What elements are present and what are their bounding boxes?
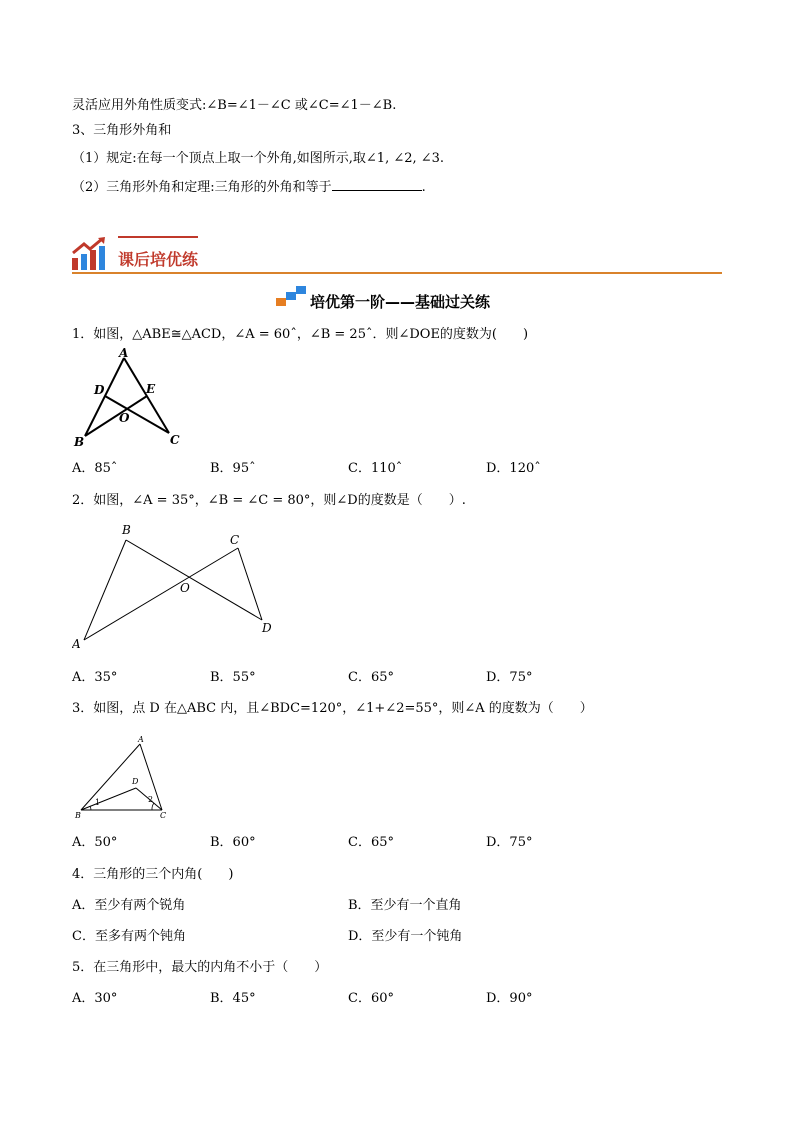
section-title: 课后培优练: [118, 250, 199, 269]
q3-label-a: A: [138, 735, 144, 744]
q2-label-d: D: [262, 621, 272, 635]
q1-figure: [72, 346, 192, 450]
intro-line-3: （1）规定:在每一个顶点上取一个外角,如图所示,取∠1, ∠2, ∠3.: [72, 151, 445, 166]
q3-stem: 3．如图，点 D 在△ABC 内，且∠BDC=120°，∠1+∠2=55°，则∠A 的度数为（ ）: [72, 701, 593, 716]
q3-figure: [72, 730, 172, 820]
q1-label-o: O: [119, 411, 130, 425]
q2-option-b[interactable]: B．55°: [210, 670, 256, 685]
intro-line-4-text: （2）三角形外角和定理:三角形的外角和等于: [72, 180, 332, 195]
q4-option-a[interactable]: A．至少有两个锐角: [72, 898, 186, 913]
q5-option-a[interactable]: A．30°: [72, 991, 118, 1006]
q1-option-c[interactable]: C．110ˆ: [348, 461, 403, 476]
q2-label-b: B: [122, 523, 131, 537]
q1-stem: 1．如图，△ABE≅△ACD，∠A = 60ˆ，∠B = 25ˆ．则∠DOE的度数为( ): [72, 327, 529, 342]
q1-option-a[interactable]: A．85ˆ: [72, 461, 118, 476]
q3-label-2: 2: [148, 795, 154, 804]
stairs-icon: [276, 286, 308, 308]
q5-option-b[interactable]: B．45°: [210, 991, 256, 1006]
q2-option-a[interactable]: A．35°: [72, 670, 118, 685]
q3-label-1: 1: [95, 798, 101, 807]
intro-line-4: [72, 178, 426, 196]
q4-option-d[interactable]: D．至少有一个钝角: [348, 929, 463, 944]
q2-stem: 2．如图，∠A = 35°，∠B = ∠C = 80°，则∠D的度数是（ ）.: [72, 493, 466, 508]
q2-figure: [72, 520, 282, 652]
q1-option-b[interactable]: B．95ˆ: [210, 461, 256, 476]
q5-stem: 5．在三角形中，最大的内角不小于（ ）: [72, 960, 328, 975]
q1-label-b: B: [74, 435, 85, 449]
q4-option-b[interactable]: B．至少有一个直角: [348, 898, 462, 913]
chart-growth-icon: [70, 236, 110, 272]
q2-label-a: A: [72, 637, 81, 651]
q3-option-a[interactable]: A．50°: [72, 835, 118, 850]
q1-label-a: A: [119, 346, 129, 360]
q2-option-d[interactable]: D．75°: [486, 670, 533, 685]
q3-option-b[interactable]: B．60°: [210, 835, 256, 850]
q1-label-e: E: [146, 382, 156, 396]
q3-option-c[interactable]: C．65°: [348, 835, 394, 850]
q5-option-c[interactable]: C．60°: [348, 991, 394, 1006]
intro-line-1: 灵活应用外角性质变式:∠B=∠1－∠C 或∠C=∠1－∠B.: [72, 98, 397, 113]
answer-blank: [332, 178, 422, 191]
q2-option-c[interactable]: C．65°: [348, 670, 394, 685]
q1-option-d[interactable]: D．120ˆ: [486, 461, 541, 476]
intro-line-4-suffix: .: [421, 180, 426, 195]
section-title-overline: [118, 236, 198, 238]
q5-option-d[interactable]: D．90°: [486, 991, 533, 1006]
q1-label-d: D: [94, 383, 105, 397]
section-divider: [72, 272, 722, 274]
q1-label-c: C: [170, 433, 180, 447]
q2-label-o: O: [180, 581, 190, 595]
q3-option-d[interactable]: D．75°: [486, 835, 533, 850]
q3-label-d: D: [132, 777, 139, 786]
stage-title: 培优第一阶——基础过关练: [310, 293, 491, 311]
q3-label-b: B: [75, 811, 81, 820]
q2-label-c: C: [230, 533, 240, 547]
q4-stem: 4．三角形的三个内角( ): [72, 867, 234, 882]
intro-line-2: 3、三角形外角和: [72, 123, 172, 138]
q4-option-c[interactable]: C．至多有两个钝角: [72, 929, 186, 944]
q3-label-c: C: [160, 811, 167, 820]
